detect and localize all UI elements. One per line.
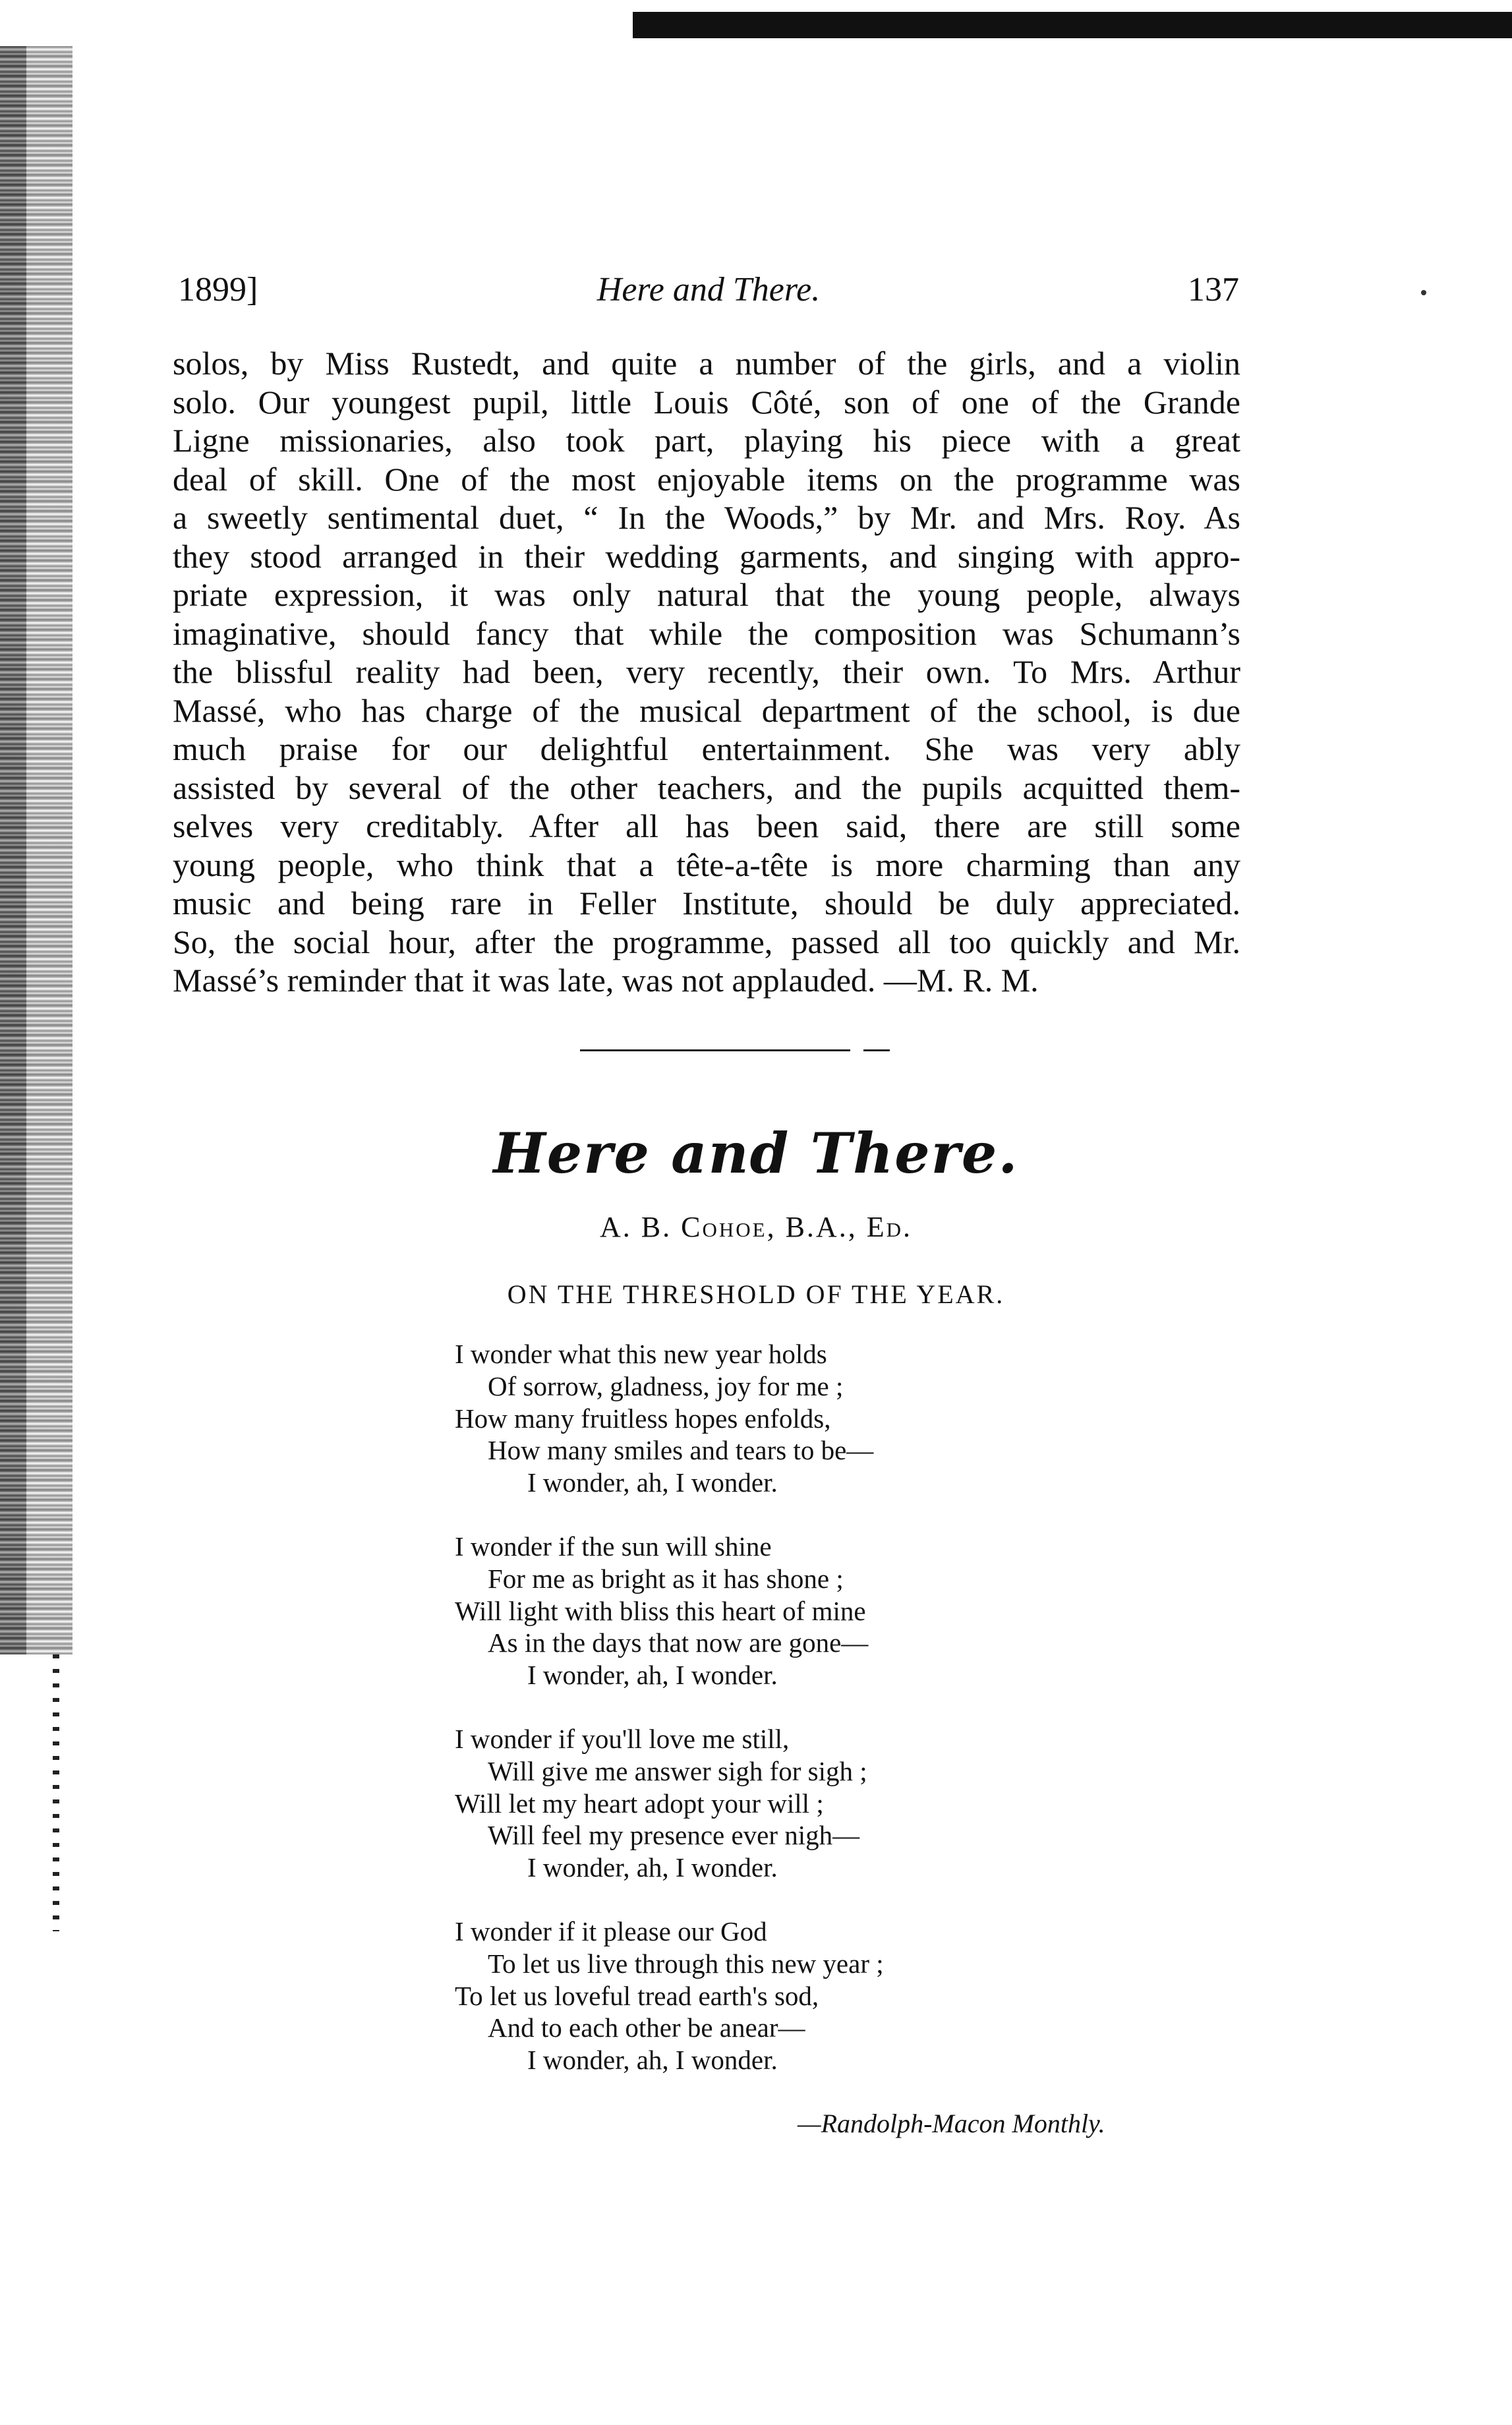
section-divider xyxy=(534,1049,890,1051)
poem-stanza xyxy=(455,1531,1105,1691)
poem-refrain: I wonder, ah, I wonder. xyxy=(527,1467,778,1498)
body-line: solo. Our youngest pupil, little Louis Côté, son of one of the Grande xyxy=(173,383,1240,421)
body-line: the blissful reality had been, very recently, their own. To Mrs. Arthur xyxy=(173,653,1240,690)
poem-line: I wonder if the sun will shine xyxy=(455,1531,772,1562)
body-line: priate expression, it was only natural that the young people, always xyxy=(173,576,1240,613)
poem-line: How many smiles and tears to be— xyxy=(488,1435,874,1466)
section-title: Here and There. xyxy=(493,1121,1019,1186)
poem-line: How many fruitless hopes enfolds, xyxy=(455,1403,831,1434)
body-line: Ligne missionaries, also took part, playing his piece with a great xyxy=(173,422,1240,459)
header-page-number: 137 xyxy=(1188,271,1239,308)
poem-line: I wonder if it please our God xyxy=(455,1915,767,1946)
poem-line: Will feel my presence ever nigh— xyxy=(488,1820,860,1851)
poem-stanza xyxy=(455,1723,1105,1884)
divider-gap xyxy=(534,1049,580,1051)
poem-stanza xyxy=(455,1915,1105,2076)
article-body xyxy=(173,344,1240,1000)
poem-line: I wonder if you'll love me still, xyxy=(455,1723,790,1754)
poem-line: And to each other be anear— xyxy=(488,2012,805,2043)
poem-line: Will give me answer sigh for sigh ; xyxy=(488,1755,867,1786)
scan-binding-texture xyxy=(0,46,73,1654)
poem-line: For me as bright as it has shone ; xyxy=(488,1563,844,1594)
scan-speck xyxy=(1421,290,1426,295)
poem-stanza xyxy=(455,1338,1105,1499)
poem-line: As in the days that now are gone— xyxy=(488,1627,869,1658)
poem-line: To let us live through this new year ; xyxy=(488,1948,884,1979)
poem-attribution-text: —Randolph-Macon Monthly. xyxy=(798,2108,1105,2138)
running-header xyxy=(178,270,1239,316)
poem-line: I wonder what this new year holds xyxy=(455,1339,827,1369)
body-line: music and being rare in Feller Institute, should be duly appreciated. xyxy=(173,885,1240,921)
body-line: young people, who think that a tête-a-tête is more charming than any xyxy=(173,846,1240,883)
poem-refrain: I wonder, ah, I wonder. xyxy=(527,2045,778,2076)
body-line-signature: Massé’s reminder that it was late, was not applauded. —M. R. M. xyxy=(173,962,1039,999)
body-line: So, the social hour, after the programme, passed all too quickly and Mr. xyxy=(173,923,1240,960)
poem-title: ON THE THRESHOLD OF THE YEAR. xyxy=(507,1279,1005,1309)
divider-gap xyxy=(850,1049,863,1051)
body-line: much praise for our delightful entertainment. She was very ably xyxy=(173,730,1240,767)
section-editor: A. B. Cohoe, B.A., Ed. xyxy=(600,1211,912,1243)
header-year: 1899] xyxy=(178,271,258,308)
poem xyxy=(455,1338,1105,2140)
body-line: they stood arranged in their wedding garments, and singing with appro- xyxy=(173,537,1240,575)
poem-line: Will light with bliss this heart of mine xyxy=(455,1595,866,1626)
header-running-title: Here and There. xyxy=(596,271,821,308)
poem-line: Of sorrow, gladness, joy for me ; xyxy=(488,1370,844,1401)
body-line: a sweetly sentimental duet, “ In the Woods,” by Mr. and Mrs. Roy. As xyxy=(173,499,1240,536)
body-line: Massé, who has charge of the musical department of the school, is due xyxy=(173,691,1240,729)
body-line: deal of skill. One of the most enjoyable items on the programme was xyxy=(173,460,1240,498)
body-line: assisted by several of the other teachers, and the pupils acquitted them- xyxy=(173,769,1240,806)
poem-refrain: I wonder, ah, I wonder. xyxy=(527,1660,778,1691)
poem-line: Will let my heart adopt your will ; xyxy=(455,1788,824,1819)
scan-binding-dashes xyxy=(53,1654,59,1931)
poem-line: To let us loveful tread earth's sod, xyxy=(455,1980,819,2011)
poem-attribution xyxy=(455,2108,1105,2140)
scan-edge-rule xyxy=(633,12,1512,38)
body-line: solos, by Miss Rustedt, and quite a number of the girls, and a violin xyxy=(173,345,1240,382)
body-line: selves very creditably. After all has been said, there are still some xyxy=(173,807,1240,844)
body-line: imaginative, should fancy that while the composition was Schumann’s xyxy=(173,614,1240,652)
poem-refrain: I wonder, ah, I wonder. xyxy=(527,1852,778,1883)
